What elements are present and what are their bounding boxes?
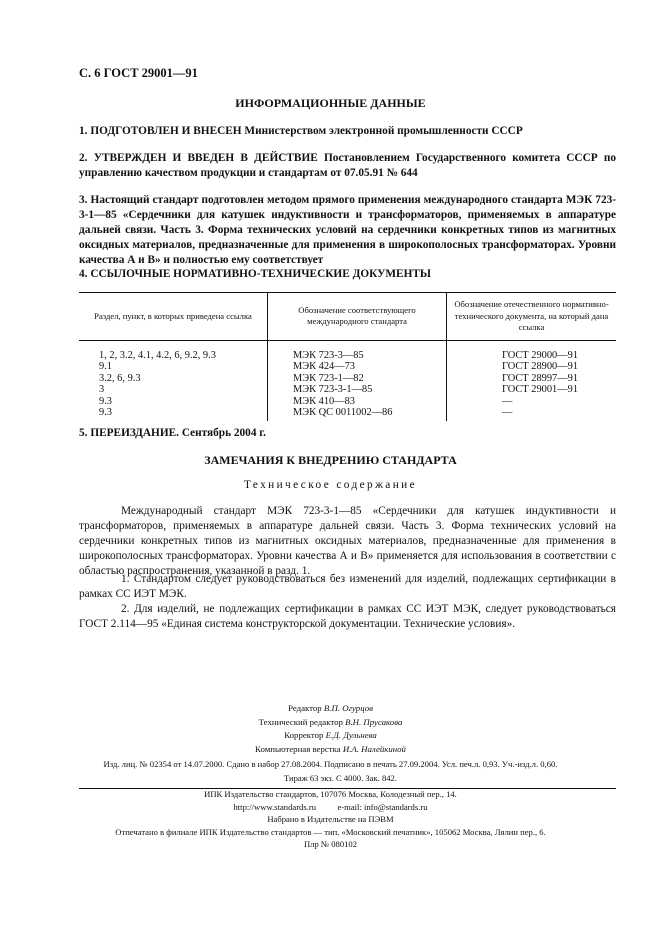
column-intl-standards: [268, 340, 447, 421]
table-cell: 9.3: [99, 407, 112, 419]
section-4: [79, 267, 616, 282]
publisher-line: Набрано в Издательстве на ПЭВМ: [267, 814, 394, 825]
credit-line: Редактор В.П. Огурцов: [288, 703, 373, 713]
remarks-paragraph: Международный стандарт МЭК 723-3-1—85 «Сердечники для катушек индуктивности и трансформаторов, применяемых в аппаратуре дальней связи. Часть 3. Форма технических условий на сердечники конкретных типов из магнитных оксидных материалов, предназначенные для применения в широкополосных трансформаторах. Уровни качества А и В» применяется для использования в соответствии с областью распространения, указанной в разд. 1.: [79, 505, 616, 577]
table-cell: —: [502, 407, 513, 419]
print-info: [0, 758, 661, 785]
section-2: [79, 151, 616, 181]
section-3: [79, 193, 616, 268]
publisher-line: ИПК Издательство стандартов, 107076 Москва, Колодезный пер., 14.: [204, 789, 457, 799]
references-table: [79, 292, 616, 421]
table-cell: —: [502, 395, 513, 407]
info-title: ИНФОРМАЦИОННЫЕ ДАННЫЕ: [235, 96, 426, 110]
section-number: 3.: [79, 194, 88, 206]
section-5: [79, 426, 616, 441]
column-sections: [79, 340, 268, 421]
table-header-cell: Обозначение соответствующего международного стандарта: [268, 293, 447, 341]
table-cell: МЭК 424—73: [293, 361, 355, 373]
table-cell: 3: [99, 384, 105, 396]
section-head: ПОДГОТОВЛЕН И ВНЕСЕН: [90, 125, 242, 137]
section-number: 4.: [79, 268, 88, 280]
section-number: 2.: [79, 152, 88, 164]
section-text: Настоящий стандарт подготовлен методом прямого применения международного стандарта МЭК 723-3-1—85 «Сердечники для катушек индуктивности и трансформаторов, применяемых в аппаратуре дальней связи. Часть 3. Форма технических условий на сердечники конкретных типов из магнитных оксидных материалов, предназначенные для применения в широкополосных трансформаторах. Уровни качества А и В» и полностью ему соответствует: [79, 194, 617, 266]
section-text: Министерством электронной промышленности СССР: [244, 125, 523, 137]
publisher-line: http://www.standards.ru e-mail: info@standards.ru: [233, 801, 428, 812]
publisher-block: [0, 788, 661, 851]
credit-line: Технический редактор В.Н. Прусакова: [258, 716, 403, 727]
table-cell: МЭК QC 0011002—86: [293, 407, 393, 419]
publisher-line: Отпечатано в филиале ИПК Издательство стандартов — тип. «Московский печатник», 105062 Москва, Лялин пер., 6.: [115, 826, 546, 837]
page-header: С. 6 ГОСТ 29001—91: [79, 66, 198, 80]
credits-block: [0, 702, 661, 756]
table-cell: МЭК 723-3—85: [293, 349, 364, 361]
remarks-item: 2. Для изделий, не подлежащих сертификации в рамках СС ИЭТ МЭК, следует руководствоваться ГОСТ 2.114—95 «Единая система конструкторской документации. Технические условия».: [79, 603, 616, 630]
table-cell: 9.1: [99, 361, 112, 373]
table-body: [79, 340, 616, 421]
credit-line: Корректор Е.Д. Дульнева: [284, 730, 377, 740]
table-header-row: [79, 293, 616, 341]
table-cell: 3.2, 6, 9.3: [99, 372, 141, 384]
table-cell: МЭК 723-1—82: [293, 372, 364, 384]
section-head: ССЫЛОЧНЫЕ НОРМАТИВНО-ТЕХНИЧЕСКИЕ ДОКУМЕНТЫ: [90, 268, 432, 280]
table-cell: 9.3: [99, 395, 112, 407]
remarks-title: ЗАМЕЧАНИЯ К ВНЕДРЕНИЮ СТАНДАРТА: [204, 453, 457, 467]
tech-content-title: Техническое содержание: [243, 479, 418, 491]
table-cell: ГОСТ 28997—91: [502, 372, 579, 384]
table-header-cell: Раздел, пункт, в которых приведена ссылка: [79, 293, 268, 341]
print-info-line: Изд. лиц. № 02354 от 14.07.2000. Сдано в набор 27.08.2004. Подписано в печать 27.09.2004. Усл. печ.л. 0,93. Уч.-изд.л. 0,60.: [103, 759, 558, 769]
section-number: 1.: [79, 125, 88, 137]
section-head: УТВЕРЖДЕН И ВВЕДЕН В ДЕЙСТВИЕ: [93, 152, 318, 164]
section-number: 5.: [79, 427, 88, 439]
section-text: Постановлением Государственного комитета СССР по управлению качеством продукции и стандартам от 07.05.91 № 644: [79, 152, 617, 179]
table-cell: МЭК 410—83: [293, 395, 355, 407]
remarks-item: 1. Стандартом следует руководствоваться без изменений для изделий, подлежащих сертификации в рамках СС ИЭТ МЭК.: [79, 573, 616, 600]
table-cell: ГОСТ 29000—91: [502, 349, 579, 361]
section-text: ПЕРЕИЗДАНИЕ. Сентябрь 2004 г.: [90, 427, 266, 439]
publisher-line: Плр № 080102: [303, 839, 358, 850]
credit-line: Компьютерная верстка И.А. Налейкиной: [255, 743, 406, 754]
table-cell: ГОСТ 28900—91: [502, 361, 579, 373]
table-cell: ГОСТ 29001—91: [502, 384, 579, 396]
column-national-docs: [447, 340, 617, 421]
print-info-line: Тираж 63 экз. С 4000. Зак. 842.: [283, 772, 397, 783]
section-1: [79, 124, 616, 139]
table-cell: МЭК 723-3-1—85: [293, 384, 373, 396]
table-header-cell: Обозначение отечественного нормативно-технического документа, на который дана ссылка: [447, 293, 617, 341]
table-cell: 1, 2, 3.2, 4.1, 4.2, 6, 9.2, 9.3: [99, 349, 216, 361]
